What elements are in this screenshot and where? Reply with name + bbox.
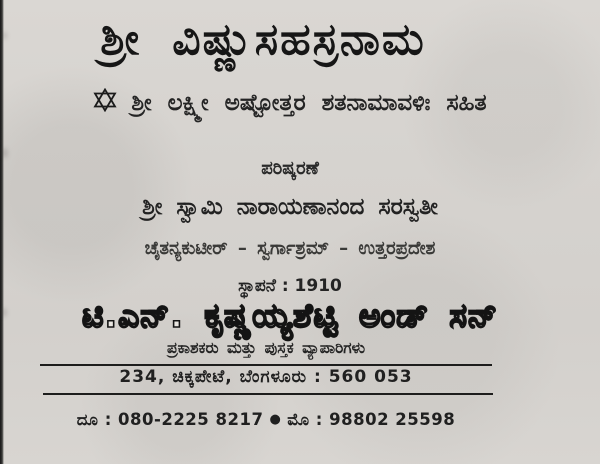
scan-edge-shadow bbox=[0, 0, 4, 464]
publisher-name: ಟಿ.ಎನ್. ಕೃಷ್ಣಯ್ಯಶೆಟ್ಟಿ ಅಂಡ್ ಸನ್ bbox=[82, 296, 498, 335]
edition-label: ಪರಿಷ್ಕರಣೆ bbox=[261, 158, 319, 179]
book-title: ಶ್ರೀ ವಿಷ್ಣುಸಹಸ್ರನಾಮ bbox=[100, 14, 426, 65]
bullet-separator-icon: ● bbox=[269, 412, 282, 427]
divider-rule-bottom bbox=[43, 393, 493, 395]
phone-number: 080-2225 8217 bbox=[118, 410, 264, 429]
divider-rule-top bbox=[40, 364, 492, 366]
scan-smudge bbox=[1, 148, 8, 158]
contact-row bbox=[40, 410, 492, 430]
established-year: ಸ್ಥಾಪನೆ : 1910 bbox=[238, 276, 342, 296]
publisher-role: ಪ್ರಕಾಶಕರು ಮತ್ತು ಪುಸ್ತಕ ವ್ಯಾಪಾರಿಗಳು bbox=[166, 339, 366, 357]
book-subtitle-row bbox=[0, 88, 580, 118]
book-subtitle: ಶ್ರೀ ಲಕ್ಷ್ಮೀ ಅಷ್ಟೋತ್ತರ ಶತನಾಮಾವಳಿಃ ಸಹಿತ bbox=[131, 90, 487, 116]
mobile-label: ಮೊ : bbox=[287, 410, 330, 429]
editor-place: ಚೈತನ್ಯಕುಟೀರ್ – ಸ್ವರ್ಗಾಶ್ರಮ್ – ಉತ್ತರಪ್ರದೇಶ bbox=[144, 238, 436, 259]
phone-label: ದೂ : bbox=[76, 410, 119, 429]
mobile-number: 98802 25598 bbox=[329, 410, 456, 429]
editor-name: ಶ್ರೀ ಸ್ವಾಮಿ ನಾರಾಯಣಾನಂದ ಸರಸ್ವತೀ bbox=[142, 194, 438, 220]
hexagram-star-icon bbox=[93, 88, 117, 118]
publisher-address: 234, ಚಿಕ್ಕಪೇಟೆ, ಬೆಂಗಳೂರು : 560 053 bbox=[119, 367, 413, 387]
